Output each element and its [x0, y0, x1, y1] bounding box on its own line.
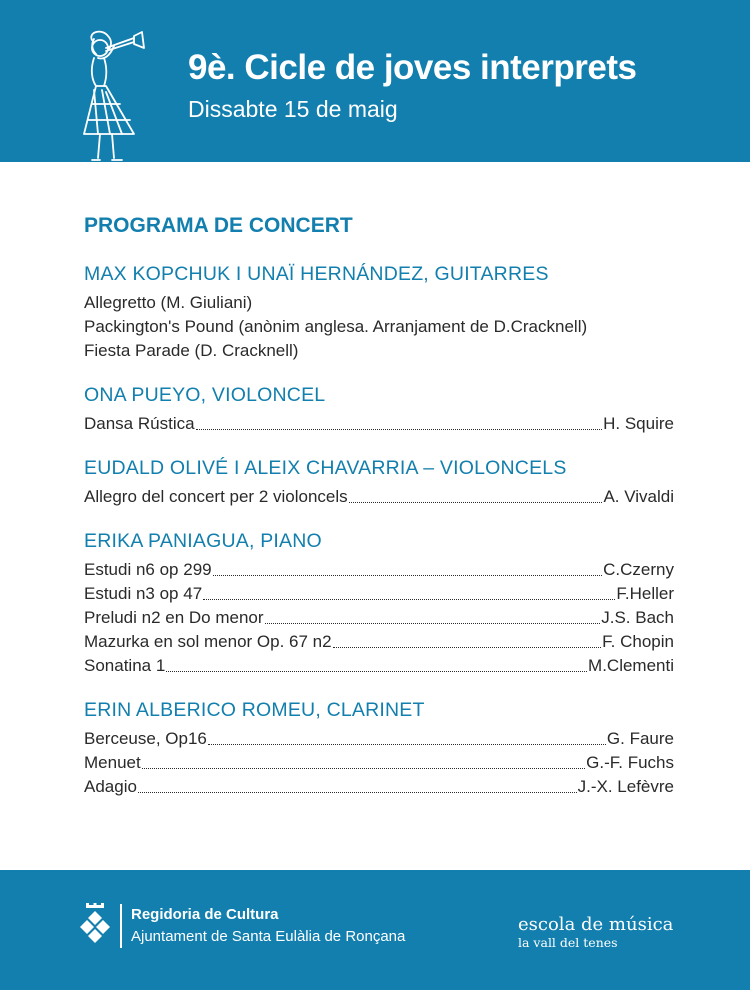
performer-section	[84, 263, 674, 363]
work-title: Adagio	[84, 777, 137, 796]
performer-heading: ERIN ALBERICO ROMEU, CLARINET	[84, 699, 425, 721]
program-item	[84, 751, 674, 775]
work-title: Estudi n3 op 47	[84, 584, 203, 603]
program-item	[84, 582, 674, 606]
composer-name: J.S. Bach	[601, 608, 674, 627]
program-item	[84, 727, 674, 751]
composer-name: G.-F. Fuchs	[586, 753, 674, 772]
composer-name: F. Chopin	[602, 632, 674, 651]
dot-leader	[265, 622, 601, 624]
performer-heading: ONA PUEYO, VIOLONCEL	[84, 384, 326, 406]
regidoria-label: Regidoria de Cultura	[131, 906, 279, 923]
dot-leader	[166, 670, 587, 672]
escola-logo-name: escola de música	[518, 914, 674, 935]
concert-title: 9è. Cicle de joves interprets	[188, 48, 637, 87]
composer-name: C.Czerny	[603, 560, 674, 579]
performer-section	[84, 530, 674, 678]
dot-leader	[142, 767, 585, 769]
performer-heading: EUDALD OLIVÉ I ALEIX CHAVARRIA – VIOLONCELS	[84, 457, 567, 479]
header-banner	[0, 0, 750, 162]
program-item	[84, 630, 674, 654]
dot-leader	[203, 598, 615, 600]
performer-section	[84, 457, 674, 509]
footer-banner	[0, 870, 750, 990]
composer-name: F.Heller	[616, 584, 674, 603]
work-title: Preludi n2 en Do menor	[84, 608, 264, 627]
dot-leader	[138, 791, 577, 793]
footer-divider	[120, 904, 122, 948]
program-item: Allegretto (M. Giuliani)	[84, 293, 253, 312]
work-title: Allegro del concert per 2 violoncels	[84, 487, 348, 506]
composer-name: G. Faure	[606, 729, 674, 748]
municipal-crest-icon	[80, 903, 110, 943]
program-item	[84, 606, 674, 630]
performer-section	[84, 384, 674, 436]
program-item	[84, 485, 674, 509]
performer-heading: MAX KOPCHUK I UNAÏ HERNÁNDEZ, GUITARRES	[84, 263, 549, 285]
trumpet-girl-icon	[78, 30, 150, 166]
dot-leader	[213, 574, 603, 576]
dot-leader	[349, 501, 603, 503]
program-content	[84, 214, 674, 820]
program-item: Packington's Pound (anònim anglesa. Arranjament de D.Cracknell)	[84, 317, 588, 336]
work-title: Berceuse, Op16	[84, 729, 207, 748]
composer-name: J.-X. Lefèvre	[577, 777, 674, 796]
performer-section	[84, 699, 674, 799]
work-title: Mazurka en sol menor Op. 67 n2	[84, 632, 332, 651]
program-item	[84, 412, 674, 436]
work-title: Sonatina 1	[84, 656, 166, 675]
work-title: Estudi n6 op 299	[84, 560, 212, 579]
work-title: Dansa Rústica	[84, 414, 195, 433]
work-title: Menuet	[84, 753, 141, 772]
program-title: PROGRAMA DE CONCERT	[84, 214, 353, 237]
composer-name: H. Squire	[603, 414, 674, 433]
dot-leader	[333, 646, 602, 648]
program-item	[84, 558, 674, 582]
ajuntament-label: Ajuntament de Santa Eulàlia de Ronçana	[131, 928, 406, 945]
dot-leader	[196, 428, 603, 430]
concert-date: Dissabte 15 de maig	[188, 96, 398, 122]
program-item: Fiesta Parade (D. Cracknell)	[84, 341, 299, 360]
composer-name: M.Clementi	[588, 656, 674, 675]
composer-name: A. Vivaldi	[603, 487, 674, 506]
performer-heading: ERIKA PANIAGUA, PIANO	[84, 530, 322, 552]
program-item	[84, 654, 674, 678]
escola-logo-subtitle: la vall del tenes	[518, 935, 618, 950]
program-item	[84, 775, 674, 799]
dot-leader	[208, 743, 606, 745]
